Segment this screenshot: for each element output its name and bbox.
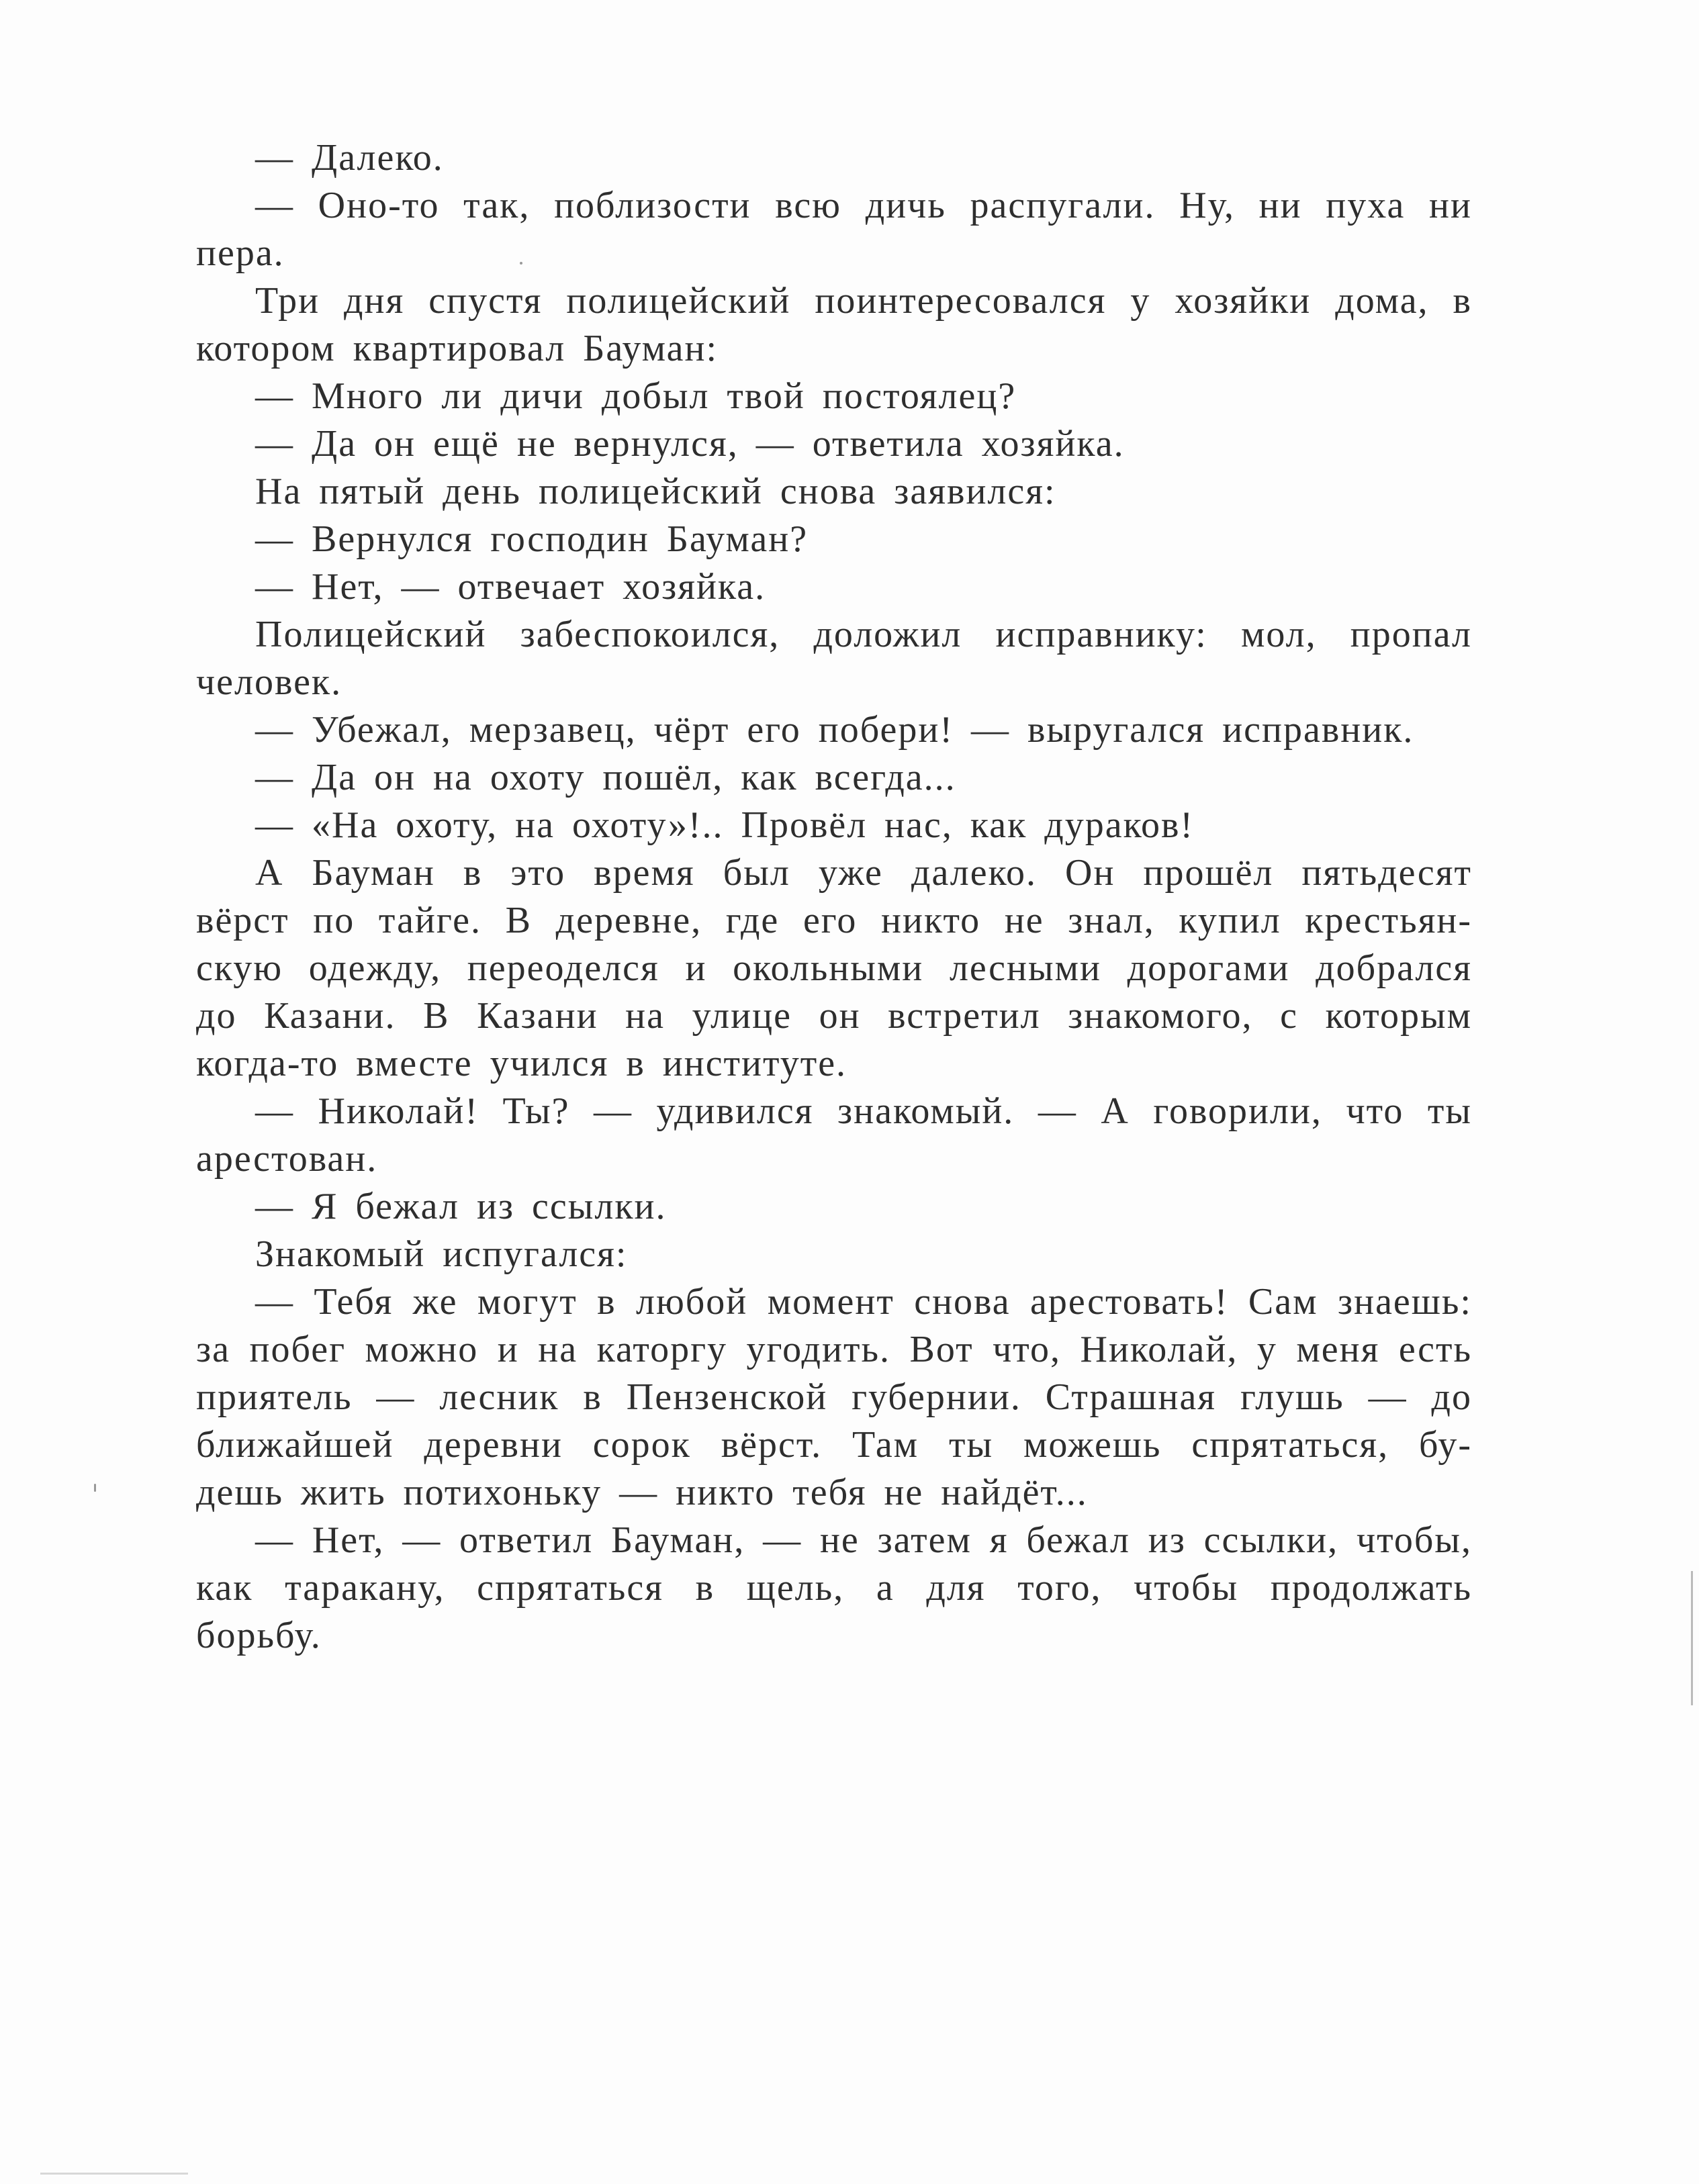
text-line: — Много ли дичи добыл твой постоялец? [255, 375, 1017, 417]
text-line: — Нет, — ответил Бауман, — не затем я бежал из ссылки, чтобы, [255, 1519, 1472, 1561]
text-line: На пятый день полицейский снова заявился: [255, 471, 1056, 512]
text-line: котором квартировал Бауман: [196, 328, 719, 369]
text-line: — Убежал, мерзавец, чёрт его побери! — выругался исправник. [255, 709, 1414, 751]
text-line: Три дня спустя полицейский поинтересовался у хозяйки дома, в [255, 280, 1472, 322]
scan-speck [520, 262, 522, 265]
text-line: — Да он на охоту пошёл, как всегда... [255, 757, 956, 798]
text-line: — Я бежал из ссылки. [255, 1186, 667, 1227]
text-line: дешь жить потихоньку — никто тебя не найдёт... [196, 1472, 1088, 1513]
text-line: вёрст по тайге. В деревне, где его никто не знал, купил крестьян- [196, 900, 1472, 941]
text-line: как таракану, спрятаться в щель, а для того, чтобы продолжать [196, 1567, 1472, 1609]
text-line: — Тебя же могут в любой момент снова арестовать! Сам знаешь: [255, 1281, 1472, 1323]
text-line: борьбу. [196, 1615, 322, 1656]
text-line: когда-то вместе учился в институте. [196, 1043, 847, 1084]
text-line: человек. [196, 661, 342, 703]
text-line: — Нет, — отвечает хозяйка. [255, 566, 766, 608]
scan-edge-mark [40, 2173, 188, 2175]
text-line: — «На охоту, на охоту»!.. Провёл нас, как дураков! [255, 804, 1195, 846]
text-line: ближайшей деревни сорок вёрст. Там ты можешь спрятаться, бу- [196, 1424, 1472, 1466]
text-line: — Далеко. [255, 137, 444, 179]
text-line: — Вернулся господин Бауман? [255, 518, 809, 560]
text-line: Знакомый испугался: [255, 1233, 628, 1275]
text-line: — Оно-то так, поблизости всю дичь распугали. Ну, ни пуха ни [255, 185, 1472, 226]
text-line: приятель — лесник в Пензенской губернии. Страшная глушь — до [196, 1376, 1472, 1418]
page-text [196, 134, 1472, 1660]
text-line: Полицейский забеспокоился, доложил исправнику: мол, пропал [255, 614, 1472, 655]
text-line: А Бауман в это время был уже далеко. Он прошёл пятьдесят [255, 852, 1472, 894]
text-line: до Казани. В Казани на улице он встретил знакомого, с которым [196, 995, 1472, 1037]
text-line: — Николай! Ты? — удивился знакомый. — А говорили, что ты [255, 1090, 1472, 1132]
scan-speck [94, 1484, 96, 1492]
scan-edge-mark [1691, 1571, 1693, 1705]
text-line: — Да он ещё не вернулся, — ответила хозяйка. [255, 423, 1125, 465]
text-line: арестован. [196, 1138, 378, 1180]
text-line: скую одежду, переоделся и окольными лесными дорогами добрался [196, 947, 1472, 989]
text-line: за побег можно и на каторгу угодить. Вот что, Николай, у меня есть [196, 1329, 1472, 1370]
text-line: пера. [196, 232, 285, 274]
